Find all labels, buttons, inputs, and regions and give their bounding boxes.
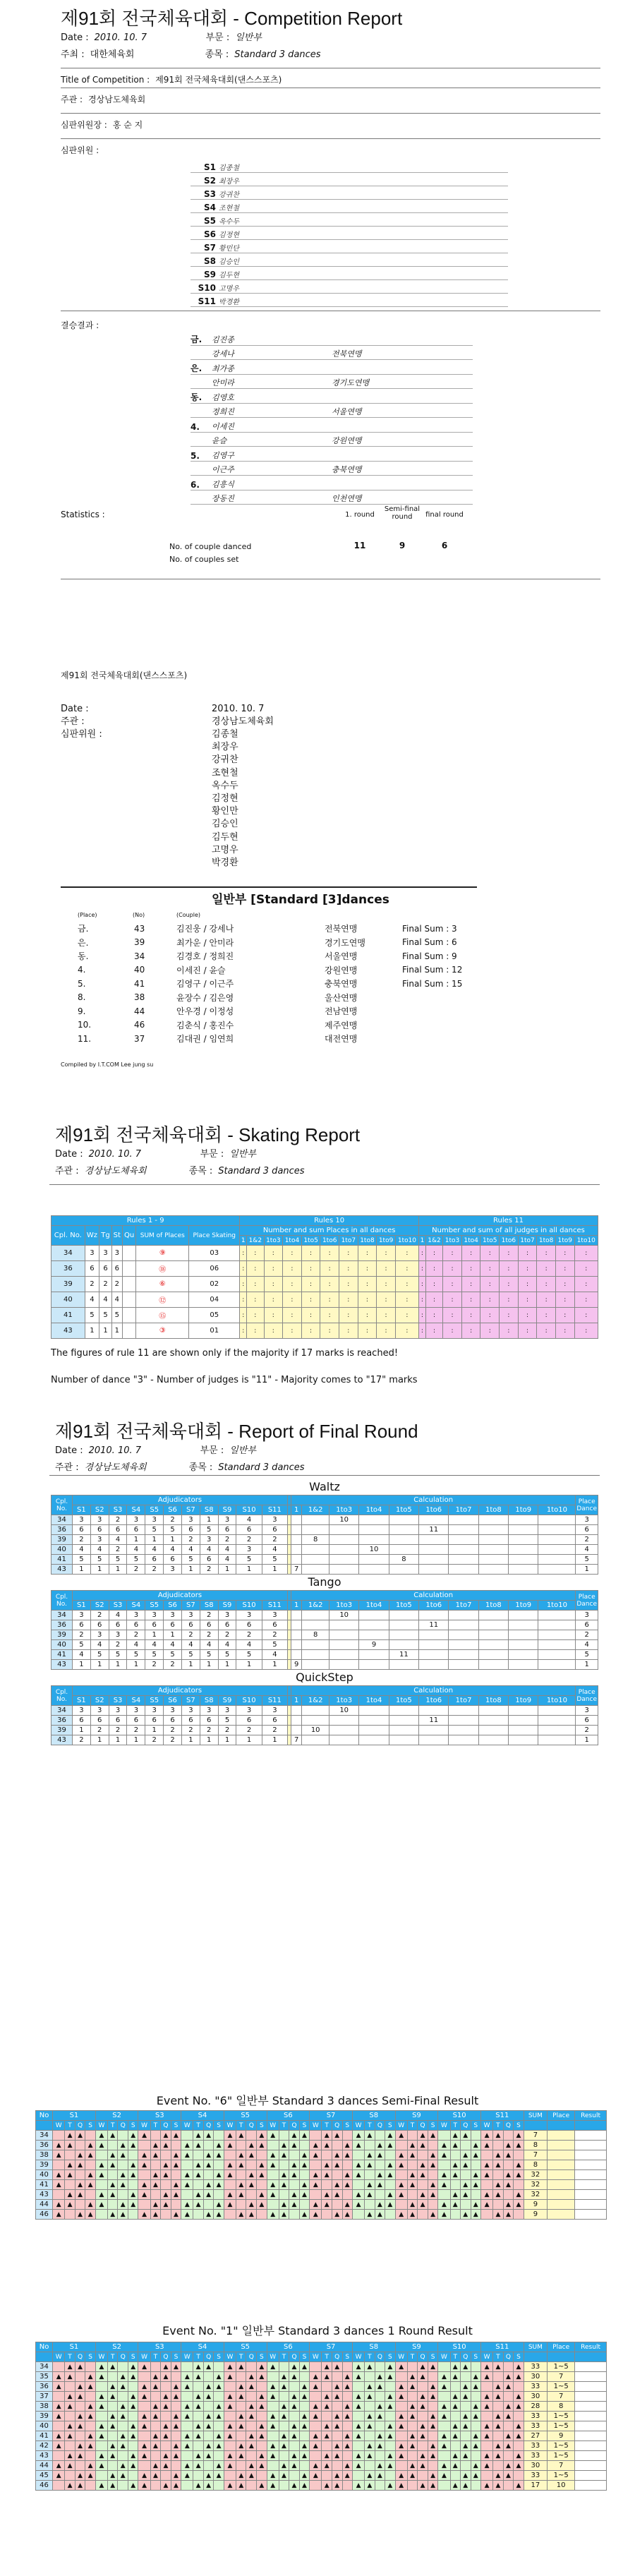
final-result-row: 금. 43 김진웅 / 강세나 전북연맹 Final Sum : 3	[78, 923, 457, 934]
judge-row	[190, 267, 508, 280]
final-row: 36 6 6 6 6 5 5 6 5 6 6 6 11 6	[52, 1525, 598, 1535]
grid-row: 44 ▲ ▲ ▲ ▲ ▲ ▲ ▲ ▲ ▲ ▲ ▲ ▲ ▲ ▲ ▲ ▲ ▲ ▲ ▲ ▲ ▲ ▲ ▲ ▲ ▲ ▲ ▲ ▲ ▲ ▲ 30 7	[36, 2461, 607, 2471]
judge-name: 김정현	[219, 231, 239, 239]
judge2-name: 강귀찬	[212, 754, 238, 766]
result-rank: 은.	[190, 363, 202, 373]
final-row: 43 1 1 1 2 2 3 1 2 1 1 1 7 1	[52, 1565, 598, 1575]
judge-code: S3	[204, 189, 216, 199]
round1-title: Event No. "1" 일반부 Standard 3 dances 1 Round Result	[162, 2324, 473, 2337]
final-row: 34 3 3 3 3 3 3 3 3 3 3 3 10 3	[52, 1706, 598, 1716]
grid-row: 39 ▲ ▲ ▲ ▲ ▲ ▲ ▲ ▲ ▲ ▲ ▲ ▲ ▲ ▲ ▲ ▲ ▲ ▲ ▲ ▲ ▲ ▲ ▲ ▲ ▲ ▲ ▲ ▲ ▲ 33 1~5	[36, 2412, 607, 2421]
statistics-label: Statistics :	[61, 510, 105, 519]
final-row: 34 3 3 2 3 3 2 3 1 3 4 3 10 3	[52, 1515, 598, 1525]
final-row: 39 1 2 2 2 1 2 2 2 2 2 2 10 2	[52, 1726, 598, 1735]
judge-row	[190, 253, 508, 267]
judge2-name: 김종철	[212, 729, 238, 740]
result-region: 경기도연맹	[332, 378, 370, 387]
skating-row: 41 5 5 5 ⑮ 05 : : : : : : : : : : : : : : : : : : : :	[52, 1308, 598, 1323]
judge-code: S2	[204, 176, 216, 186]
result-rank: 금.	[190, 335, 202, 344]
date-row: Date : 2010. 10. 7 부문 : 일반부	[61, 32, 262, 43]
judge-name: 옥수두	[219, 218, 239, 226]
round1-table: No S1 S2 S3 S4 S5 S6 S7 S8 S9 S10 S11 SUM Place Result W T Q S W T Q S W T Q S W T Q S W T Q S W T Q S W T Q S W T Q S W T Q S W T Q S W T Q S 34 ▲ ▲ ▲ ▲ ▲ ▲ ▲ ▲ ▲ ▲ ▲ ▲ ▲ ▲ ▲ ▲ ▲ ▲ ▲ ▲ ▲ ▲ ▲ ▲ ▲ ▲ ▲ ▲ ▲ 33 1~5 35 ▲ ▲ ▲ ▲ ▲ ▲ ▲ ▲ ▲ ▲ ▲ ▲ ▲ ▲ ▲ ▲ ▲ ▲ ▲ ▲ ▲ ▲ ▲ ▲ ▲ ▲ ▲ ▲ ▲ ▲ 30 7 36 ▲ ▲ ▲ ▲ ▲ ▲ ▲ ▲ ▲ ▲ ▲ ▲ ▲ ▲ ▲ ▲ ▲ ▲ ▲ ▲ ▲ ▲ ▲ ▲ ▲ ▲ ▲ ▲ ▲ 33 1~5 37 ▲ ▲ ▲ ▲ ▲ ▲ ▲ ▲ ▲ ▲ ▲ ▲ ▲ ▲ ▲ ▲ ▲ ▲ ▲ ▲ ▲ ▲ ▲ ▲ ▲ ▲ ▲ ▲ ▲ 30 7 38 ▲ ▲ ▲ ▲ ▲ ▲ ▲ ▲ ▲ ▲ ▲ ▲ ▲ ▲ ▲ ▲ ▲ ▲ ▲ ▲ ▲ ▲ ▲ ▲ ▲ ▲ ▲ ▲ ▲ ▲ 28 8 39 ▲ ▲ ▲ ▲ ▲ ▲ ▲ ▲ ▲ ▲ ▲ ▲ ▲ ▲ ▲ ▲ ▲ ▲ ▲ ▲ ▲ ▲ ▲ ▲ ▲ ▲ ▲ ▲ ▲ 33 1~5 40 ▲ ▲ ▲ ▲ ▲ ▲ ▲ ▲ ▲ ▲ ▲ ▲ ▲ ▲ ▲ ▲ ▲ ▲ ▲ ▲ ▲ ▲ ▲ ▲ ▲ ▲ ▲ ▲ ▲ 33 1~5 41 ▲ ▲ ▲ ▲ ▲ ▲ ▲ ▲ ▲ ▲ ▲ ▲ ▲ ▲ ▲ ▲ ▲ ▲ ▲ ▲ ▲ ▲ ▲ ▲ ▲ ▲ ▲ ▲ ▲ ▲ 27 9 42 ▲ ▲ ▲ ▲ ▲ ▲ ▲ ▲ ▲ ▲ ▲ ▲ ▲ ▲ ▲ ▲ ▲ ▲ ▲ ▲ ▲ ▲ ▲ ▲ ▲ ▲ ▲ ▲ ▲ 33 1~5 43 ▲ ▲ ▲ ▲ ▲ ▲ ▲ ▲ ▲ ▲ ▲ ▲ ▲ ▲ ▲ ▲ ▲ ▲ ▲ ▲ ▲ ▲ ▲ ▲ ▲ ▲ ▲ ▲ ▲ 33 1~5 44 ▲ ▲ ▲ ▲ ▲ ▲ ▲ ▲ ▲ ▲ ▲ ▲ ▲ ▲ ▲ ▲ ▲ ▲ ▲ ▲ ▲ ▲ ▲ ▲ ▲ ▲ ▲ ▲ ▲ ▲ 30 7 45 ▲ ▲ ▲ ▲ ▲ ▲ ▲ ▲ ▲ ▲ ▲ ▲ ▲ ▲ ▲ ▲ ▲ ▲ ▲ ▲ ▲ ▲ ▲ ▲ ▲ ▲ ▲ ▲ ▲ 33 1~5 46 ▲ ▲ ▲ ▲ ▲ ▲ ▲ ▲ ▲ ▲ ▲ ▲ ▲ ▲ ▲ ▲ ▲ ▲ ▲ ▲ ▲ ▲ ▲ ▲ ▲ ▲ ▲ ▲ ▲ 17 10	[35, 2342, 607, 2491]
skating-table: Rules 1 - 9 Rules 10 Rules 11 Cpl. No. Wz Tg St Qu SUM of Places Place Skating Number and sum Places in all dances Number and sum of all judges in all dances 1 1&2 1to3 1to4 1to5 1to6 1to7 1to8 1to9 1to10 1 1&2 1to3 1to4 1to5 1to6 1to7 1to8 1to9 1to10 34 3 3 3 ⑨ 03 : : : : : : : : : : : : : : : : : : : : 36 6 6 6 ⑱ 06 : : : : : : : : : : : : : : : : : : : : 39 2 2 2 ⑥ 02 : : : : : : : : : : : : : : : : : : : : 40 4 4 4 ⑫ 04 : : : : : : : : : : : : : : : : : : : : 41 5 5 5 ⑮ 05 : : : : : : : : : : : : : : : : : : : : 43 1 1 1 ③ 01 : : : : : : : : : : : : : : : : : : : :	[51, 1215, 598, 1339]
final-row: 36 6 6 6 6 6 6 6 6 6 6 6 11 6	[52, 1620, 598, 1630]
final-result-row: 10. 46 김춘식 / 홍진수 제주연맹	[78, 1020, 358, 1030]
result-region: 충북연맹	[332, 465, 362, 474]
result-block: 6. 김흥식 장동진 인천연맹	[190, 476, 473, 505]
final-row: 41 4 5 5 5 5 5 5 5 5 5 4 11 5	[52, 1650, 598, 1660]
dance-heading: Tango	[308, 1575, 341, 1589]
final-table: Cpl. No. Adjudicators Calculation Place Dance S1 S2 S3 S4 S5 S6 S7 S8 S9 S10 S11 1 1&2 1to3 1to4 1to5 1to6 1to7 1to8 1to9 1to10 34 3 3 3 3 3 3 3 3 3 3 3 10 3 36 6 6 6 6 6 6 6 6 5 6 6 11 6 39 1 2 2 2 1 2 2 2 2 2 2 10 2 43 2 1 1 1 2 2 1 1 1 1 1 7 1	[51, 1685, 598, 1745]
result-block: 동. 김영호 정희진 서울연맹	[190, 390, 473, 419]
competition-row: Title of Competition : 제91회 전국체육대회(댄스스포츠)	[61, 75, 282, 85]
judges2-list	[212, 728, 238, 869]
result-rank: 4.	[190, 422, 200, 432]
report2-title: 제91회 전국체육대회(댄스스포츠)	[61, 670, 188, 680]
result-rank: 동.	[190, 392, 202, 402]
skating-title: 제91회 전국체육대회 - Skating Report	[55, 1124, 361, 1145]
grid-row: 43 ▲ ▲ ▲ ▲ ▲ ▲ ▲ ▲ ▲ ▲ ▲ ▲ ▲ ▲ ▲ ▲ ▲ ▲ ▲ ▲ ▲ ▲ ▲ ▲ ▲ ▲ ▲ ▲ ▲ 32	[36, 2190, 607, 2200]
judge-code: S11	[198, 296, 216, 306]
results-label: 결승결과 :	[61, 320, 99, 330]
judge-row	[190, 294, 508, 307]
final-row: 36 6 6 6 6 6 6 6 6 5 6 6 11 6	[52, 1716, 598, 1726]
result-region: 전북연맹	[332, 349, 362, 359]
result-block: 5. 김영구 이근주 충북연맹	[190, 447, 473, 476]
grid-row: 40 ▲ ▲ ▲ ▲ ▲ ▲ ▲ ▲ ▲ ▲ ▲ ▲ ▲ ▲ ▲ ▲ ▲ ▲ ▲ ▲ ▲ ▲ ▲ ▲ ▲ ▲ ▲ ▲ ▲ 33 1~5	[36, 2421, 607, 2431]
judge-name: 김두현	[219, 272, 239, 279]
skating-row: 40 4 4 4 ⑫ 04 : : : : : : : : : : : : : : : : : : : :	[52, 1292, 598, 1308]
final-table: Cpl. No. Adjudicators Calculation Place Dance S1 S2 S3 S4 S5 S6 S7 S8 S9 S10 S11 1 1&2 1to3 1to4 1to5 1to6 1to7 1to8 1to9 1to10 34 3 3 2 3 3 2 3 1 3 4 3 10 3 36 6 6 6 6 5 5 6 5 6 6 6 11 6 39 2 3 4 1 1 1 2 3 2 2 2 8 2 40 4 4 2 4 4 4 4 4 4 3 4 10 4 41 5 5 5 5 6 6 5 6 4 5 5 8 5 43 1 1 1 2 2 3 1 2 1 1 1 7 1	[51, 1495, 598, 1575]
heading-standard: 일반부 [Standard [3]dances	[212, 893, 389, 907]
final-row: 39 2 3 4 1 1 1 2 3 2 2 2 8 2	[52, 1535, 598, 1545]
judge-code: S5	[204, 216, 216, 226]
judge2-name: 황인만	[212, 806, 238, 817]
result-region: 서울연맹	[332, 407, 362, 416]
judges-label: 심판위원 :	[61, 145, 99, 155]
final-row: 43 1 1 1 1 2 2 1 1 1 1 1 9 1	[52, 1660, 598, 1670]
judge-row	[190, 173, 508, 186]
result-rank: 5.	[190, 451, 200, 461]
judge2-name: 최장우	[212, 742, 238, 753]
grid-row: 37 ▲ ▲ ▲ ▲ ▲ ▲ ▲ ▲ ▲ ▲ ▲ ▲ ▲ ▲ ▲ ▲ ▲ ▲ ▲ ▲ ▲ ▲ ▲ ▲ ▲ ▲ ▲ ▲ ▲ 30 7	[36, 2392, 607, 2402]
final-row: 34 3 2 4 3 3 3 3 2 3 3 3 10 3	[52, 1611, 598, 1620]
judge-name: 조현철	[219, 205, 239, 212]
final-result-row: 은. 39 최가운 / 안미라 경기도연맹 Final Sum : 6	[78, 937, 457, 948]
judge2-name: 김정현	[212, 793, 238, 805]
grid-row: 41 ▲ ▲ ▲ ▲ ▲ ▲ ▲ ▲ ▲ ▲ ▲ ▲ ▲ ▲ ▲ ▲ ▲ ▲ ▲ ▲ ▲ ▲ ▲ ▲ ▲ ▲ ▲ ▲ ▲ 32	[36, 2180, 607, 2190]
grid-row: 45 ▲ ▲ ▲ ▲ ▲ ▲ ▲ ▲ ▲ ▲ ▲ ▲ ▲ ▲ ▲ ▲ ▲ ▲ ▲ ▲ ▲ ▲ ▲ ▲ ▲ ▲ ▲ ▲ ▲ 33 1~5	[36, 2471, 607, 2481]
host-row: 주최 : 대한체육회 종목 : Standard 3 dances	[61, 49, 321, 60]
grid-row: 36 ▲ ▲ ▲ ▲ ▲ ▲ ▲ ▲ ▲ ▲ ▲ ▲ ▲ ▲ ▲ ▲ ▲ ▲ ▲ ▲ ▲ ▲ ▲ ▲ ▲ ▲ ▲ ▲ ▲ 33 1~5	[36, 2382, 607, 2392]
result-block: 은. 최가종 안미라 경기도연맹	[190, 361, 473, 390]
judge2-name: 조현철	[212, 767, 238, 778]
judge-name: 김종철	[219, 164, 239, 172]
judge-code: S1	[204, 162, 216, 172]
judge-code: S4	[204, 203, 216, 212]
result-region: 강원연맹	[332, 436, 362, 445]
final-row: 41 5 5 5 5 6 6 5 6 4 5 5 8 5	[52, 1555, 598, 1565]
final-result-row: 5. 41 김영구 / 이근주 충북연맹 Final Sum : 15	[78, 978, 463, 989]
judge2-name: 고명우	[212, 844, 238, 855]
grid-row: 44 ▲ ▲ ▲ ▲ ▲ ▲ ▲ ▲ ▲ ▲ ▲ ▲ ▲ ▲ ▲ ▲ ▲ ▲ ▲ ▲ ▲ ▲ ▲ ▲ ▲ ▲ ▲ ▲ ▲ ▲ 9	[36, 2200, 607, 2210]
judge2-name: 옥수두	[212, 780, 238, 791]
judge-row	[190, 240, 508, 253]
grid-row: 39 ▲ ▲ ▲ ▲ ▲ ▲ ▲ ▲ ▲ ▲ ▲ ▲ ▲ ▲ ▲ ▲ ▲ ▲ ▲ ▲ ▲ ▲ ▲ ▲ ▲ ▲ ▲ ▲ ▲ 8	[36, 2160, 607, 2170]
semi-table: No S1 S2 S3 S4 S5 S6 S7 S8 S9 S10 S11 SUM Place Result W T Q S W T Q S W T Q S W T Q S W T Q S W T Q S W T Q S W T Q S W T Q S W T Q S W T Q S 34 ▲ ▲ ▲ ▲ ▲ ▲ ▲ ▲ ▲ ▲ ▲ ▲ ▲ ▲ ▲ ▲ ▲ ▲ ▲ ▲ ▲ ▲ ▲ ▲ ▲ ▲ ▲ ▲ ▲ 7 36 ▲ ▲ ▲ ▲ ▲ ▲ ▲ ▲ ▲ ▲ ▲ ▲ ▲ ▲ ▲ ▲ ▲ ▲ ▲ ▲ ▲ ▲ ▲ ▲ ▲ ▲ ▲ ▲ ▲ ▲ 8 38 ▲ ▲ ▲ ▲ ▲ ▲ ▲ ▲ ▲ ▲ ▲ ▲ ▲ ▲ ▲ ▲ ▲ ▲ ▲ ▲ ▲ ▲ ▲ ▲ ▲ ▲ ▲ ▲ ▲ 7 39 ▲ ▲ ▲ ▲ ▲ ▲ ▲ ▲ ▲ ▲ ▲ ▲ ▲ ▲ ▲ ▲ ▲ ▲ ▲ ▲ ▲ ▲ ▲ ▲ ▲ ▲ ▲ ▲ ▲ 8 40 ▲ ▲ ▲ ▲ ▲ ▲ ▲ ▲ ▲ ▲ ▲ ▲ ▲ ▲ ▲ ▲ ▲ ▲ ▲ ▲ ▲ ▲ ▲ ▲ ▲ ▲ ▲ ▲ ▲ ▲ 32 41 ▲ ▲ ▲ ▲ ▲ ▲ ▲ ▲ ▲ ▲ ▲ ▲ ▲ ▲ ▲ ▲ ▲ ▲ ▲ ▲ ▲ ▲ ▲ ▲ ▲ ▲ ▲ ▲ ▲ 32 43 ▲ ▲ ▲ ▲ ▲ ▲ ▲ ▲ ▲ ▲ ▲ ▲ ▲ ▲ ▲ ▲ ▲ ▲ ▲ ▲ ▲ ▲ ▲ ▲ ▲ ▲ ▲ ▲ ▲ 32 44 ▲ ▲ ▲ ▲ ▲ ▲ ▲ ▲ ▲ ▲ ▲ ▲ ▲ ▲ ▲ ▲ ▲ ▲ ▲ ▲ ▲ ▲ ▲ ▲ ▲ ▲ ▲ ▲ ▲ ▲ 9 46 ▲ ▲ ▲ ▲ ▲ ▲ ▲ ▲ ▲ ▲ ▲ ▲ ▲ ▲ ▲ ▲ ▲ ▲ ▲ ▲ ▲ ▲ ▲ ▲ ▲ ▲ ▲ ▲ ▲ 9	[35, 2110, 607, 2220]
judge-name: 박경환	[219, 299, 239, 306]
judge-row	[190, 160, 508, 173]
organizer-row: 주관 : 경상남도체육회	[61, 95, 146, 104]
dance-heading: Waltz	[309, 1480, 340, 1493]
report-title: 제91회 전국체육대회 - Competition Report	[61, 8, 403, 29]
judge-name: 김승인	[219, 258, 239, 266]
results2-list	[78, 922, 572, 1046]
grid-row: 34 ▲ ▲ ▲ ▲ ▲ ▲ ▲ ▲ ▲ ▲ ▲ ▲ ▲ ▲ ▲ ▲ ▲ ▲ ▲ ▲ ▲ ▲ ▲ ▲ ▲ ▲ ▲ ▲ ▲ 33 1~5	[36, 2362, 607, 2372]
judge-code: S7	[204, 243, 216, 253]
judge2-name: 김두현	[212, 831, 238, 843]
judge-row	[190, 280, 508, 294]
judge-row	[190, 213, 508, 227]
grid-row: 38 ▲ ▲ ▲ ▲ ▲ ▲ ▲ ▲ ▲ ▲ ▲ ▲ ▲ ▲ ▲ ▲ ▲ ▲ ▲ ▲ ▲ ▲ ▲ ▲ ▲ ▲ ▲ ▲ ▲ ▲ 28 8	[36, 2402, 607, 2412]
final-table: Cpl. No. Adjudicators Calculation Place Dance S1 S2 S3 S4 S5 S6 S7 S8 S9 S10 S11 1 1&2 1to3 1to4 1to5 1to6 1to7 1to8 1to9 1to10 34 3 2 4 3 3 3 3 2 3 3 3 10 3 36 6 6 6 6 6 6 6 6 6 6 6 11 6 39 2 3 3 2 1 1 2 2 2 2 2 8 2 40 5 4 2 4 4 4 4 4 4 4 5 9 4 41 4 5 5 5 5 5 5 5 5 5 4 11 5 43 1 1 1 1 2 2 1 1 1 1 1 9 1	[51, 1590, 598, 1670]
skating-row: 36 6 6 6 ⑱ 06 : : : : : : : : : : : : : : : : : : : :	[52, 1261, 598, 1277]
grid-row: 35 ▲ ▲ ▲ ▲ ▲ ▲ ▲ ▲ ▲ ▲ ▲ ▲ ▲ ▲ ▲ ▲ ▲ ▲ ▲ ▲ ▲ ▲ ▲ ▲ ▲ ▲ ▲ ▲ ▲ ▲ 30 7	[36, 2372, 607, 2382]
grid-row: 46 ▲ ▲ ▲ ▲ ▲ ▲ ▲ ▲ ▲ ▲ ▲ ▲ ▲ ▲ ▲ ▲ ▲ ▲ ▲ ▲ ▲ ▲ ▲ ▲ ▲ ▲ ▲ ▲ ▲ 9	[36, 2210, 607, 2220]
final-result-row: 4. 40 이세진 / 윤슬 강원연맹 Final Sum : 12	[78, 965, 463, 975]
final-result-row: 9. 44 안우경 / 이정성 전남연맹	[78, 1006, 358, 1017]
final-row: 40 4 4 2 4 4 4 4 4 4 3 4 10 4	[52, 1545, 598, 1555]
judge-code: S6	[204, 229, 216, 239]
final-result-row: 8. 38 윤장수 / 김은영 울산연맹	[78, 992, 358, 1003]
results-list	[190, 332, 473, 505]
judge-name: 황민단	[219, 245, 239, 253]
result-region: 인천연맹	[332, 494, 362, 503]
judge2-name: 박경환	[212, 857, 238, 869]
judge-code: S10	[198, 283, 216, 293]
final-title: 제91회 전국체육대회 - Report of Final Round	[55, 1421, 418, 1442]
result-block: 4. 이세진 윤슬 강원연맹	[190, 419, 473, 447]
judges-list	[190, 160, 508, 307]
grid-row: 43 ▲ ▲ ▲ ▲ ▲ ▲ ▲ ▲ ▲ ▲ ▲ ▲ ▲ ▲ ▲ ▲ ▲ ▲ ▲ ▲ ▲ ▲ ▲ ▲ ▲ ▲ ▲ ▲ ▲ 33 1~5	[36, 2451, 607, 2461]
skating-row: 39 2 2 2 ⑥ 02 : : : : : : : : : : : : : : : : : : : :	[52, 1277, 598, 1292]
final-row: 40 5 4 2 4 4 4 4 4 4 4 5 9 4	[52, 1640, 598, 1650]
judge-code: S9	[204, 270, 216, 279]
final-result-row: 동. 34 김경호 / 정희진 서울연맹 Final Sum : 9	[78, 951, 457, 962]
judge-code: S8	[204, 256, 216, 266]
grid-row: 36 ▲ ▲ ▲ ▲ ▲ ▲ ▲ ▲ ▲ ▲ ▲ ▲ ▲ ▲ ▲ ▲ ▲ ▲ ▲ ▲ ▲ ▲ ▲ ▲ ▲ ▲ ▲ ▲ ▲ ▲ 8	[36, 2141, 607, 2150]
final-result-row: 11. 37 김대권 / 임연희 대전연맹	[78, 1033, 358, 1045]
grid-row: 38 ▲ ▲ ▲ ▲ ▲ ▲ ▲ ▲ ▲ ▲ ▲ ▲ ▲ ▲ ▲ ▲ ▲ ▲ ▲ ▲ ▲ ▲ ▲ ▲ ▲ ▲ ▲ ▲ ▲ 7	[36, 2150, 607, 2160]
result-block: 금. 김진종 강세나 전북연맹	[190, 332, 473, 361]
final-row: 43 2 1 1 1 2 2 1 1 1 1 1 7 1	[52, 1735, 598, 1745]
judge-row	[190, 227, 508, 240]
grid-row: 41 ▲ ▲ ▲ ▲ ▲ ▲ ▲ ▲ ▲ ▲ ▲ ▲ ▲ ▲ ▲ ▲ ▲ ▲ ▲ ▲ ▲ ▲ ▲ ▲ ▲ ▲ ▲ ▲ ▲ ▲ 27 9	[36, 2431, 607, 2441]
skating-row: 34 3 3 3 ⑨ 03 : : : : : : : : : : : : : : : : : : : :	[52, 1246, 598, 1261]
judge-name: 고명우	[219, 285, 239, 293]
grid-row: 40 ▲ ▲ ▲ ▲ ▲ ▲ ▲ ▲ ▲ ▲ ▲ ▲ ▲ ▲ ▲ ▲ ▲ ▲ ▲ ▲ ▲ ▲ ▲ ▲ ▲ ▲ ▲ ▲ ▲ ▲ 32	[36, 2170, 607, 2180]
dance-heading: QuickStep	[296, 1671, 353, 1684]
skating-row: 43 1 1 1 ③ 01 : : : : : : : : : : : : : : : : : : : :	[52, 1323, 598, 1339]
semi-title: Event No. "6" 일반부 Standard 3 dances Semi-Final Result	[156, 2094, 479, 2107]
final-tables	[51, 1479, 598, 1745]
judge-name: 최장우	[219, 178, 239, 186]
grid-row: 34 ▲ ▲ ▲ ▲ ▲ ▲ ▲ ▲ ▲ ▲ ▲ ▲ ▲ ▲ ▲ ▲ ▲ ▲ ▲ ▲ ▲ ▲ ▲ ▲ ▲ ▲ ▲ ▲ ▲ 7	[36, 2131, 607, 2141]
result-rank: 6.	[190, 480, 200, 490]
judge2-name: 김승인	[212, 819, 238, 830]
final-row: 39 2 3 3 2 1 1 2 2 2 2 2 8 2	[52, 1630, 598, 1640]
grid-row: 46 ▲ ▲ ▲ ▲ ▲ ▲ ▲ ▲ ▲ ▲ ▲ ▲ ▲ ▲ ▲ ▲ ▲ ▲ ▲ ▲ ▲ ▲ ▲ ▲ ▲ ▲ ▲ ▲ ▲ 17 10	[36, 2481, 607, 2491]
chief-row: 심판위원장 : 홍 순 지	[61, 120, 143, 130]
grid-row: 42 ▲ ▲ ▲ ▲ ▲ ▲ ▲ ▲ ▲ ▲ ▲ ▲ ▲ ▲ ▲ ▲ ▲ ▲ ▲ ▲ ▲ ▲ ▲ ▲ ▲ ▲ ▲ ▲ ▲ 33 1~5	[36, 2441, 607, 2451]
judge-row	[190, 200, 508, 213]
judge-row	[190, 186, 508, 200]
judge-name: 강귀찬	[219, 191, 239, 199]
